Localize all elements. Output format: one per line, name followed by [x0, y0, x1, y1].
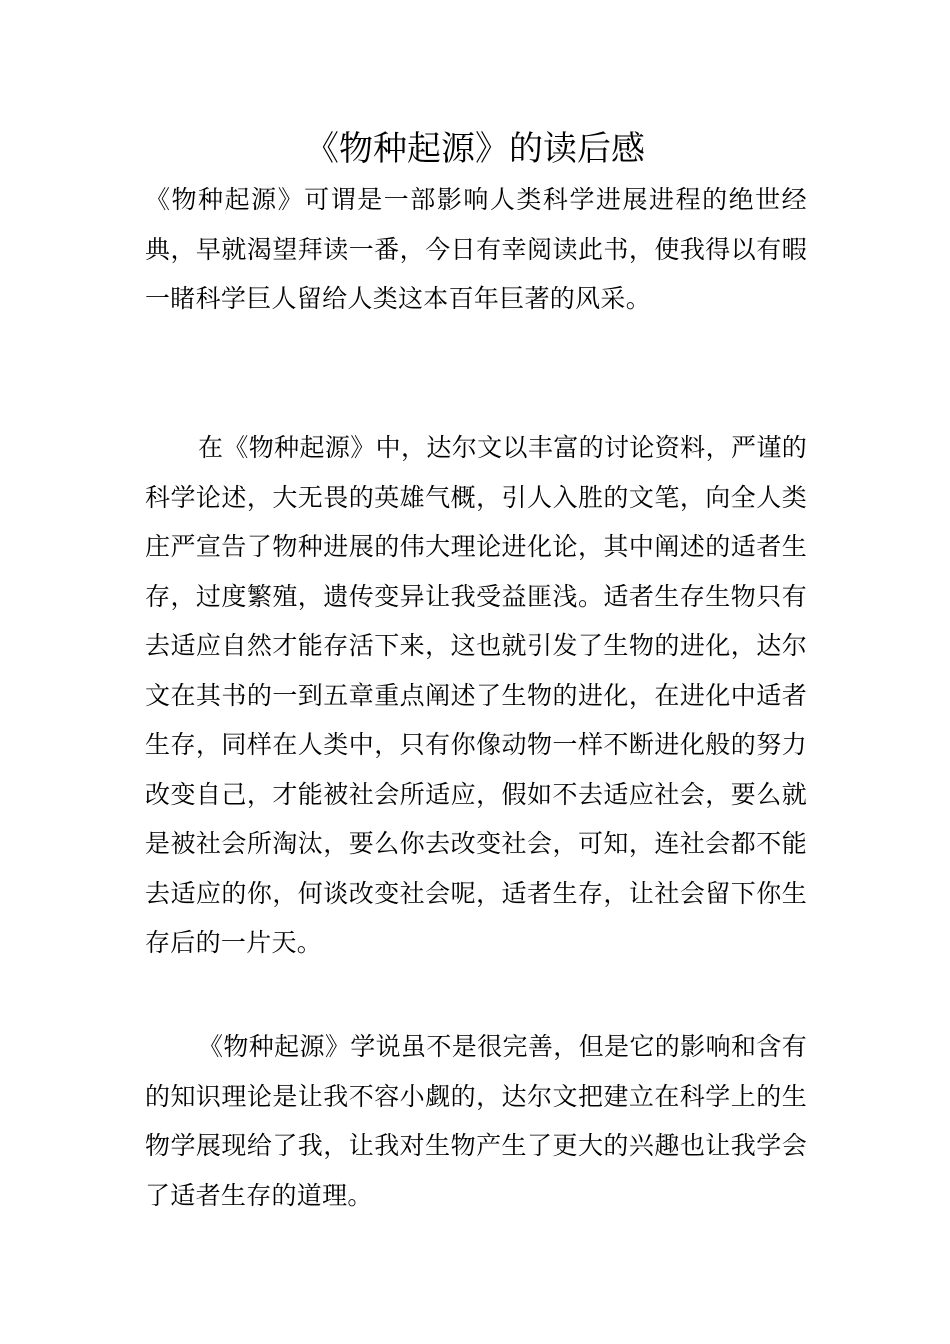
- paragraph-body: 在《物种起源》中，达尔文以丰富的讨论资料，严谨的科学论述，大无畏的英雄气概，引人入胜的文笔，向全人类庄严宣告了物种进展的伟大理论进化论，其中阐述的适者生存，过度繁殖，遗传变异让我受益匪浅。适者生存生物只有去适应自然才能存活下来，这也就引发了生物的进化，达尔文在其书的一到五章重点阐述了生物的进化，在进化中适者生存，同样在人类中，只有你像动物一样不断进化般的努力改变自己，才能被社会所适应，假如不去适应社会，要么就是被社会所淘汰，要么你去改变社会，可知，连社会都不能去适应的你，何谈改变社会呢，适者生存，让社会留下你生存后的一片天。: [145, 433, 807, 957]
- document-title: 《物种起源》的读后感: [305, 129, 645, 169]
- paragraph-intro: 《物种起源》可谓是一部影响人类科学进展进程的绝世经典，早就渴望拜读一番，今日有幸阅读此书，使我得以有暇一睹科学巨人留给人类这本百年巨著的风采。: [145, 185, 807, 313]
- paragraph-conclusion: 《物种起源》学说虽不是很完善，但是它的影响和含有的知识理论是让我不容小觑的，达尔文把建立在科学上的生物学展现给了我，让我对生物产生了更大的兴趣也让我学会了适者生存的道理。: [145, 1032, 807, 1210]
